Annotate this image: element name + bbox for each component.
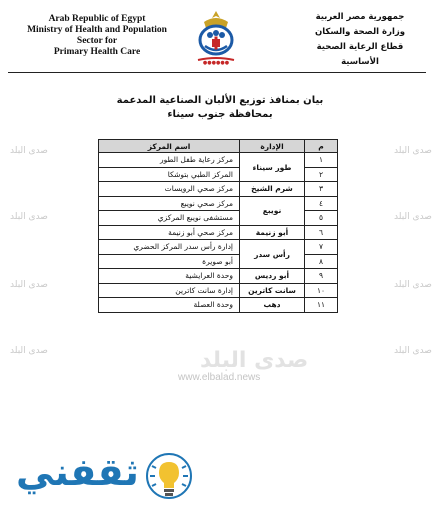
watermark-large: صدى البلد [200,348,309,373]
document-subtitle: بمحافظة جنوب سيناء [167,109,273,120]
watermark-text: صدى البلد [10,280,48,290]
row-num: ٤ [305,196,338,211]
watermark-text: صدى البلد [10,146,48,156]
row-num: ١ [305,153,338,168]
row-center: مركز صحي نويبع [99,196,240,211]
header-admin: الإدارة [240,140,305,153]
row-num: ٢ [305,167,338,182]
table-row [99,298,338,313]
row-num: ١٠ [305,283,338,298]
header-en-line: Ministry of Health and Population [27,25,167,35]
brand-name: ثقفني [16,450,139,494]
row-num: ٨ [305,254,338,269]
row-center: مركز صحي الرويسات [99,182,240,197]
header-ar-line: قطاع الرعاية الصحية الأساسية [316,42,404,67]
header-ar-line: وزارة الصحة والسكان [314,27,406,37]
row-admin: دهب [240,298,305,313]
watermark-text: صدى البلد [394,346,432,356]
table-row [99,283,338,298]
header-en-line: Primary Health Care [53,47,141,57]
row-center: أبو صويرة [99,254,240,269]
row-center: وحدة العصلة [99,298,240,313]
table-row [99,153,338,168]
row-center: مركز صحي أبو زنيمة [99,225,240,240]
row-num: ٦ [305,225,338,240]
watermark-text: صدى البلد [394,146,432,156]
row-center: مركز رعاية طفل الطور [99,153,240,168]
row-admin: نويبع [240,196,305,225]
header-en-line: Sector for [76,36,118,46]
header-center: اسم المركز [99,140,240,153]
table-row [99,225,338,240]
document-title: بيان بمنافذ توزيع الألبان الصناعية المدعمة [116,95,324,106]
ministry-logo [190,8,242,66]
row-center: المركز الطبي بتوشكا [99,167,240,182]
row-center: مستشفى نويبع المركزي [99,211,240,226]
header-arabic [300,10,420,70]
row-admin: رأس سدر [240,240,305,269]
header-ar-line: جمهورية مصر العربية [315,12,405,22]
header-divider [8,72,426,73]
table-row [99,269,338,284]
row-admin: أبو زنيمة [240,225,305,240]
row-num: ٥ [305,211,338,226]
table-header-row [99,140,338,153]
row-num: ٣ [305,182,338,197]
lightbulb-icon [146,452,192,504]
watermark-url: www.elbalad.news [178,372,261,383]
row-admin: أبو رديس [240,269,305,284]
row-num: ٩ [305,269,338,284]
row-num: ١١ [305,298,338,313]
table-row [99,182,338,197]
row-admin: سانت كاترين [240,283,305,298]
row-center: إدارة سانت كاترين [99,283,240,298]
row-admin: شرم الشيخ [240,182,305,197]
row-center: وحدة العرايشية [99,269,240,284]
header-en-line: Arab Republic of Egypt [48,14,146,24]
table-row [99,240,338,255]
svg-text:●●●●●●: ●●●●●● [202,60,230,66]
watermark-text: صدى البلد [10,346,48,356]
distribution-table [98,139,338,313]
watermark-text: صدى البلد [394,280,432,290]
watermark-text: صدى البلد [10,212,48,222]
watermark-text: صدى البلد [394,212,432,222]
row-num: ٧ [305,240,338,255]
table-row [99,196,338,211]
header-num: م [305,140,338,153]
row-admin: طور سيناء [240,153,305,182]
row-center: إدارة رأس سدر المركز الحضري [99,240,240,255]
header-english [12,14,182,58]
